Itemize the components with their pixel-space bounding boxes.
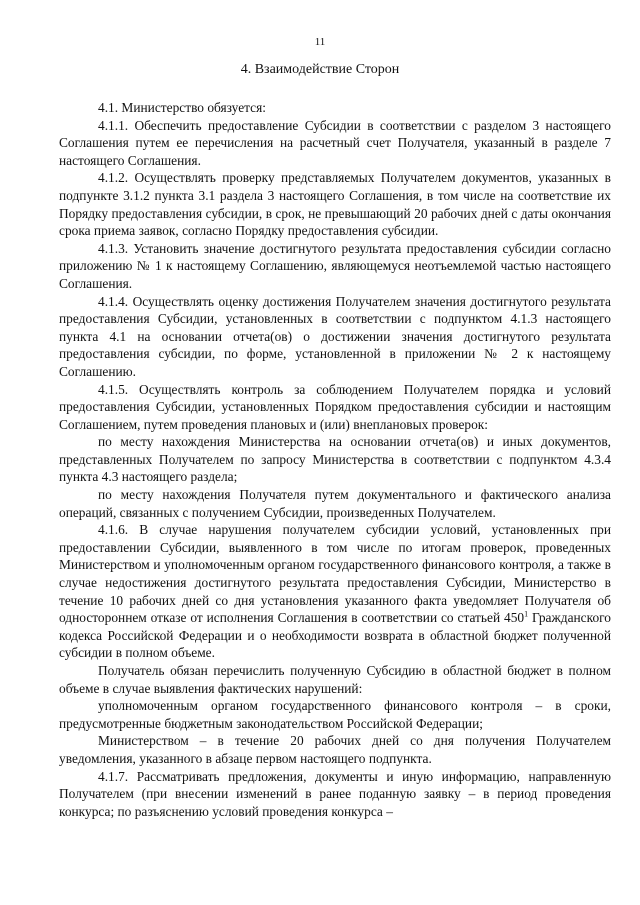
paragraph: 4.1.1. Обеспечить предоставление Субсидии в соответствии с разделом 3 настоящего Соглашения путем ее перечисления на расчетный счет Получателя, указанный в разделе 7 настоящего Соглашения. bbox=[59, 117, 611, 168]
document-body bbox=[59, 99, 611, 820]
paragraph: 4.1.5. Осуществлять контроль за соблюдением Получателем порядка и условий предоставления Субсидии, установленных Порядком предоставления субсидии и настоящим Соглашением, путем проведения плановых и (или) внеплановых проверок: bbox=[59, 381, 611, 432]
paragraph: 4.1.7. Рассматривать предложения, документы и иную информацию, направленную Получателем (при внесении изменений в ранее поданную заявку – в период проведения конкурса; по разъяснению условий проведения конкурса – bbox=[59, 768, 611, 819]
paragraph: 4.1.6. В случае нарушения получателем субсидии условий, установленных при предоставлении Субсидии, выявленного в том числе по итогам проверок, проведенных Министерством и уполномоченным органом государственного финансового контроля, а также в случае недостижения достигнутого результата предоставления Субсидии, Министерство в течение 10 рабочих дней со дня установления указанного факта уведомляет Получателя об одностороннем отказе от исполнения Соглашения в соответствии со статьей $450^1$ Гражданского кодекса Российской Федерации и о необходимости возврата в областной бюджет полученной субсидии в полном объеме. bbox=[59, 522, 611, 661]
superscript: 1 bbox=[524, 609, 529, 619]
paragraph: Получатель обязан перечислить полученную Субсидию в областной бюджет в полном объеме в случае выявления фактических нарушений: bbox=[59, 663, 611, 696]
paragraph: Министерством – в течение 20 рабочих дней со дня получения Получателем уведомления, указанного в абзаце первом настоящего подпункта. bbox=[59, 733, 611, 766]
page-number: 11 bbox=[314, 36, 326, 48]
paragraph: 4.1.3. Установить значение достигнутого результата предоставления субсидии согласно приложению № 1 к настоящему Соглашению, являющемуся неотъемлемой частью настоящего Соглашения. bbox=[59, 240, 611, 291]
paragraph: 4.1.2. Осуществлять проверку представляемых Получателем документов, указанных в подпункте 3.1.2 пункта 3.1 раздела 3 настоящего Соглашения, в том числе на соответствие их Порядку предоставления субсидии, в срок, не превышающий 20 рабочих дней с даты окончания срока приема заявок, согласно Порядку предоставления субсидии. bbox=[59, 170, 611, 239]
paragraph: 4.1. Министерство обязуется: bbox=[98, 100, 266, 115]
paragraph: по месту нахождения Получателя путем документального и фактического анализа операций, связанных с получением Субсидии, произведенных Получателем. bbox=[59, 487, 611, 520]
paragraph: 4.1.4. Осуществлять оценку достижения Получателем значения достигнутого результата предоставления Субсидии, установленных в соответствии с подпунктом 4.1.3 настоящего пункта 4.1 на основании отчета(ов) о достижении значения достигнутого результата предоставления субсидии, по форме, установленной в приложении № 2 к настоящему Соглашению. bbox=[59, 293, 611, 379]
paragraph: по месту нахождения Министерства на основании отчета(ов) и иных документов, представленных Получателем по запросу Министерства в соответствии с подпунктом 4.3.4 пункта 4.3 настоящего раздела; bbox=[59, 434, 611, 485]
paragraph: уполномоченным органом государственного финансового контроля – в сроки, предусмотренные бюджетным законодательством Российской Федерации; bbox=[59, 698, 611, 731]
section-heading: 4. Взаимодействие Сторон bbox=[240, 62, 400, 77]
